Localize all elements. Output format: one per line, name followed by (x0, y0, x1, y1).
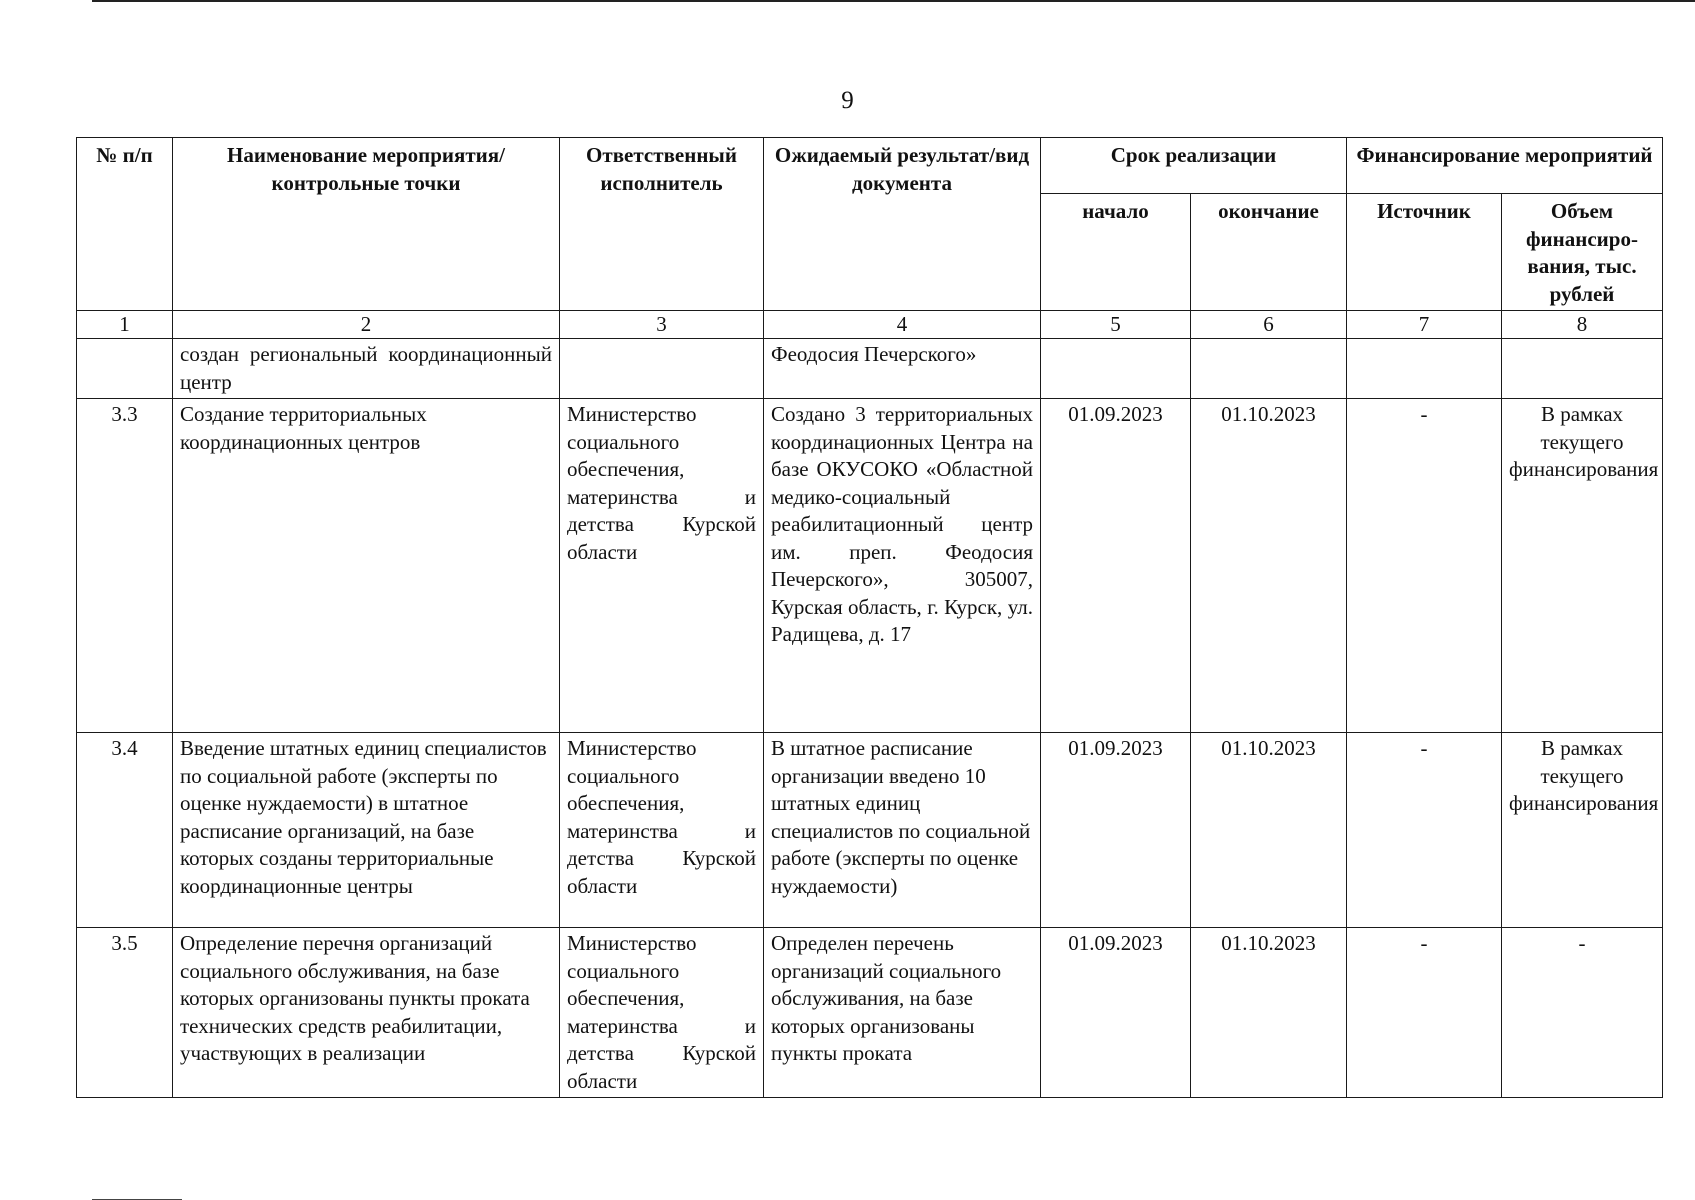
expected-result: Создано 3 территориальных координационных Центра на базе ОКУСОКО «Областной медико-социальный реабилитационный центр им. преп. Феодосия Печерского», 305007, Курская область, г. Курск, ул. Радищева, д. 17 (764, 399, 1041, 733)
header-result: Ожидаемый результат/вид документа (764, 138, 1041, 311)
column-numbers-row (77, 311, 1663, 339)
action-plan-table (76, 137, 1663, 1098)
financing-volume: В рамках текущего финансирования (1502, 733, 1663, 928)
column-number: 1 (77, 311, 173, 339)
header-num: № п/п (77, 138, 173, 311)
column-number: 2 (173, 311, 560, 339)
column-number: 7 (1347, 311, 1502, 339)
expected-result: Феодосия Печерского» (764, 339, 1041, 399)
responsible-executor: Министерство социального обеспечения, материнства и детства Курской области (560, 928, 764, 1098)
expected-result: В штатное расписание организации введено 10 штатных единиц специалистов по социальной работе (эксперты по оценке нуждаемости) (764, 733, 1041, 928)
row-number: 3.5 (77, 928, 173, 1098)
table-row (77, 733, 1663, 928)
table-row (77, 399, 1663, 733)
header-row-1 (77, 138, 1663, 194)
end-date: 01.10.2023 (1191, 733, 1347, 928)
end-date: 01.10.2023 (1191, 928, 1347, 1098)
responsible-executor: Министерство социального обеспечения, материнства и детства Курской области (560, 399, 764, 733)
table-row (77, 339, 1663, 399)
financing-source: - (1347, 733, 1502, 928)
financing-source: - (1347, 399, 1502, 733)
column-number: 3 (560, 311, 764, 339)
activity-name: Введение штатных единиц специалистов по социальной работе (эксперты по оценке нуждаемости) в штатное расписание организаций, на базе которых созданы территориальные координационные центры (173, 733, 560, 928)
start-date: 01.09.2023 (1041, 928, 1191, 1098)
column-number: 4 (764, 311, 1041, 339)
end-date: 01.10.2023 (1191, 399, 1347, 733)
header-executor: Ответственный исполнитель (560, 138, 764, 311)
row-number: 3.4 (77, 733, 173, 928)
activity-name: создан региональный координационный центр (173, 339, 560, 399)
header-name: Наименование мероприятия/ контрольные точки (173, 138, 560, 311)
financing-volume: В рамках текущего финансирования (1502, 399, 1663, 733)
expected-result: Определен перечень организаций социального обслуживания, на базе которых организованы пункты проката (764, 928, 1041, 1098)
activity-name: Определение перечня организаций социального обслуживания, на базе которых организованы пункты проката технических средств реабилитации, участвующих в реализации (173, 928, 560, 1098)
page-number: 9 (841, 87, 854, 114)
start-date: 01.09.2023 (1041, 733, 1191, 928)
top-border-line (92, 0, 1695, 2)
financing-volume: - (1502, 928, 1663, 1098)
header-volume: Объем финансиро-вания, тыс. рублей (1502, 194, 1663, 311)
column-number: 5 (1041, 311, 1191, 339)
header-start: начало (1041, 194, 1191, 311)
responsible-executor (560, 339, 764, 399)
column-number: 8 (1502, 311, 1663, 339)
column-number: 6 (1191, 311, 1347, 339)
financing-source (1347, 339, 1502, 399)
start-date: 01.09.2023 (1041, 399, 1191, 733)
financing-source: - (1347, 928, 1502, 1098)
responsible-executor: Министерство социального обеспечения, материнства и детства Курской области (560, 733, 764, 928)
header-source: Источник (1347, 194, 1502, 311)
header-end: окончание (1191, 194, 1347, 311)
header-term: Срок реализации (1041, 138, 1347, 194)
table-row (77, 928, 1663, 1098)
row-number: 3.3 (77, 399, 173, 733)
activity-name: Создание территориальных координационных центров (173, 399, 560, 733)
header-financing: Финансирование мероприятий (1347, 138, 1663, 194)
end-date (1191, 339, 1347, 399)
start-date (1041, 339, 1191, 399)
row-number (77, 339, 173, 399)
financing-volume (1502, 339, 1663, 399)
